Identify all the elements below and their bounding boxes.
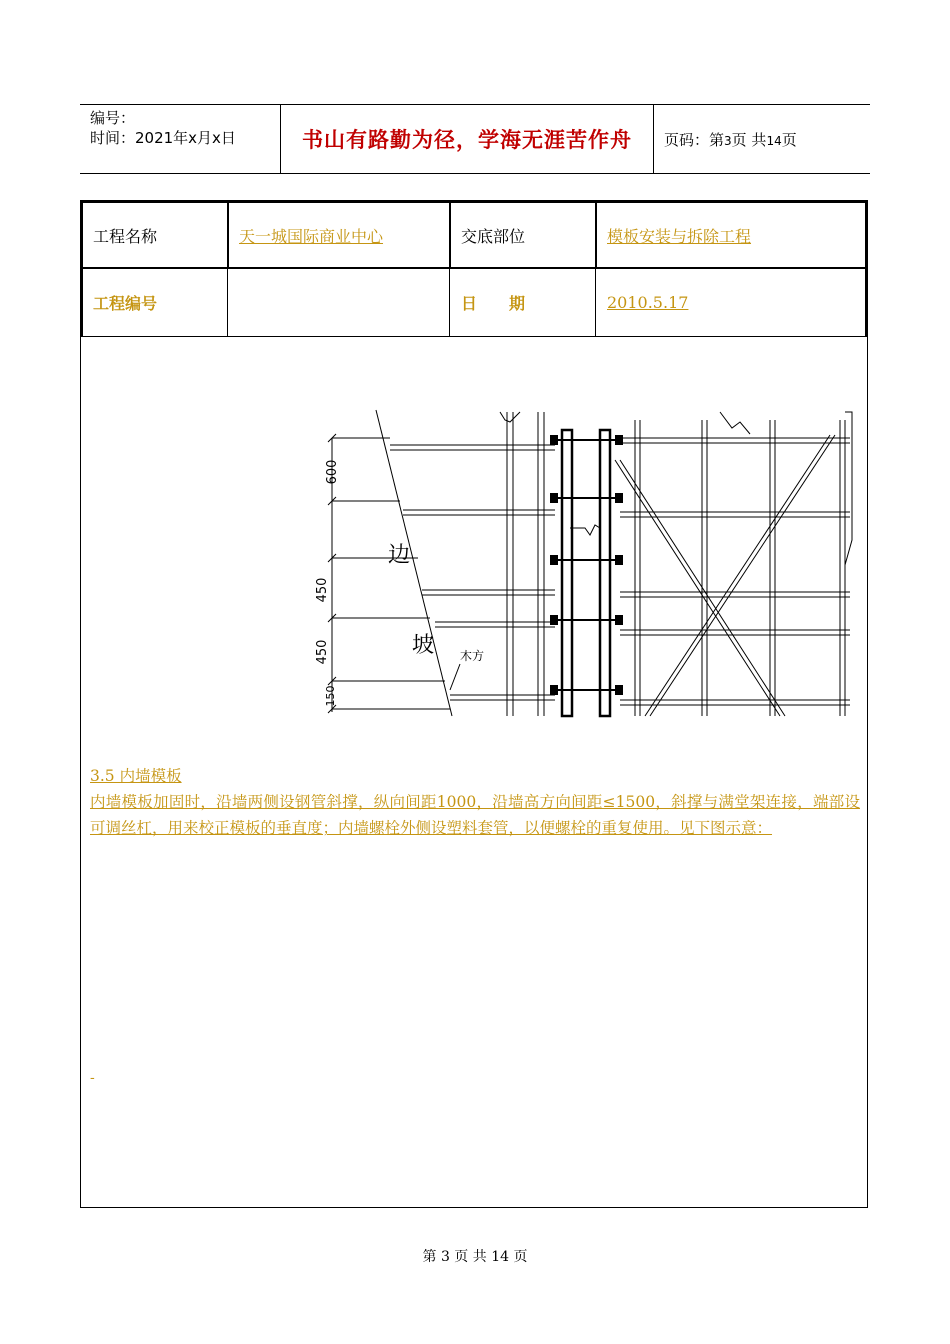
section-heading: 3.5 内墙模板 [90, 767, 182, 785]
slope-label: 边 [388, 543, 411, 568]
page-footer: 第 3 页 共 14 页 [422, 1249, 528, 1265]
time-label: 时间：2021年x月x日 [90, 129, 236, 147]
page-indicator: 页码：第3页 共14页 [664, 130, 797, 149]
date-value: 2010.5.17 [607, 293, 689, 312]
dim-label: 450 [315, 639, 330, 665]
section-body: 内墙模板加固时，沿墙两侧设钢管斜撑，纵向间距1000，沿墙高方向间距≤1500，斜撑与满堂架连接，端部设可调丝杠，用来校正模板的垂直度；内墙螺栓外侧设塑料套管，以便螺栓的重复使用。见下图示意： [90, 793, 860, 837]
part-value: 模板安装与拆除工程 [607, 226, 752, 246]
section-text [90, 763, 860, 841]
formwork-section-diagram [300, 400, 860, 725]
project-no-label: 工程编号 [93, 294, 158, 313]
motto: 书山有路勤为径，学海无涯苦作舟 [302, 128, 632, 152]
section-dash: - [90, 1070, 95, 1086]
header-motto-cell [281, 105, 654, 173]
timber-label: 木方 [460, 649, 485, 663]
table-row [81, 201, 867, 269]
slope-label: 坡 [412, 633, 435, 658]
number-label: 编号： [90, 109, 136, 127]
project-no-value [229, 269, 449, 336]
dim-label: 450 [315, 577, 330, 603]
document-header [80, 104, 870, 174]
project-name-value: 天一城国际商业中心 [239, 226, 384, 246]
dim-label: 150 [324, 685, 337, 707]
project-name-label: 工程名称 [93, 226, 158, 246]
part-label: 交底部位 [461, 226, 526, 246]
header-meta-cell [80, 105, 281, 173]
dim-label: 600 [325, 459, 340, 485]
table-row [81, 269, 867, 337]
date-label: 日 期 [461, 294, 526, 313]
header-page-cell [654, 105, 870, 173]
